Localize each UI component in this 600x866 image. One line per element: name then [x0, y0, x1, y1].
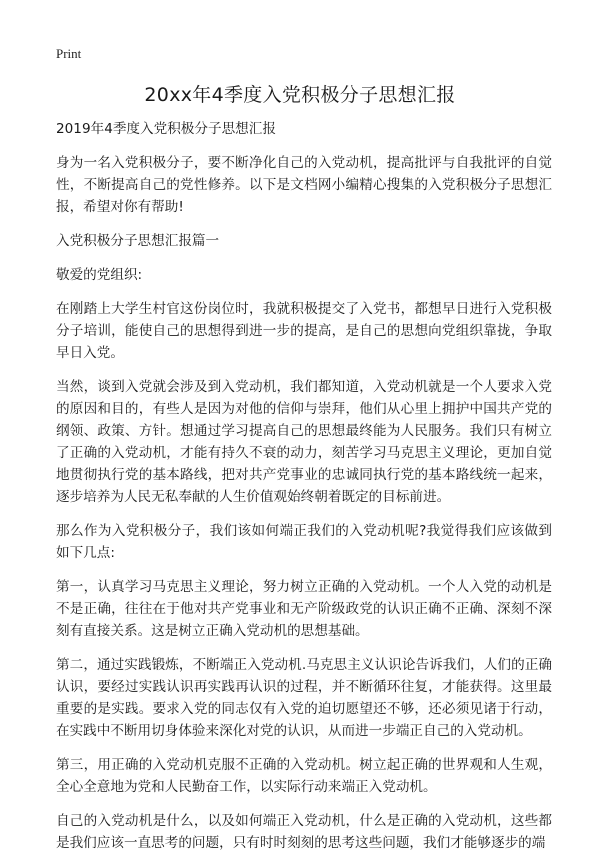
salutation: 敬爱的党组织:	[56, 267, 143, 283]
body-paragraph: 在刚踏上大学生村官这份岗位时，我就积极提交了入党书，都想早日进行入党积极分子培训，能使自己的思想得到进一步的提高，是自己的思想向党组织靠拢，争取早日入党。	[56, 301, 552, 361]
body-paragraph: 自己的入党动机是什么，以及如何端正入党动机，什么是正确的入党动机，这些都是我们应该一直思考的问题，只有时时刻刻的思考这些问题，我们才能够逐步的端	[56, 813, 552, 851]
body-paragraph: 第三，用正确的入党动机克服不正确的入党动机。树立起正确的世界观和人生观，全心全意地为党和人民勤奋工作，以实际行动来端正入党动机。	[56, 757, 552, 795]
section-heading: 入党积极分子思想汇报篇一	[56, 233, 220, 249]
subtitle-paragraph: 2019年4季度入党积极分子思想汇报	[56, 121, 276, 137]
document-title: 20xx年4季度入党积极分子思想汇报	[144, 84, 456, 106]
document-body	[56, 118, 552, 866]
body-paragraph: 当然，谈到入党就会涉及到入党动机，我们都知道，入党动机就是一个人要求入党的原因和目的，有些人是因为对他的信仰与崇拜，他们从心里上拥护中国共产党的纲领、政策、方针。想通过学习提高自己的思想最终能为人民服务。我们只有树立了正确的入党动机，才能有持久不衰的动力，刻苦学习马克思主义理论，更加自觉地贯彻执行党的基本路线，把对共产党事业的忠诚同执行党的基本路线统一起来，逐步培养为人民无私奉献的人生价值观始终朝着既定的目标前进。	[56, 379, 552, 505]
body-paragraph: 那么作为入党积极分子，我们该如何端正我们的入党动机呢?我觉得我们应该做到如下几点:	[56, 523, 552, 561]
intro-paragraph: 身为一名入党积极分子，要不断净化自己的入党动机，提高批评与自我批评的自觉性，不断提高自己的党性修养。以下是文档网小编精心搜集的入党积极分子思想汇报，希望对你有帮助!	[56, 155, 552, 215]
print-label: Print	[56, 46, 82, 61]
body-paragraph: 第二，通过实践锻炼，不断端正入党动机.马克思主义认识论告诉我们，人们的正确认识，要经过实践认识再实践再认识的过程，并不断循环往复，才能获得。这里最重要的是实践。要求入党的同志仅有入党的迫切愿望还不够，还必须见诸于行动，在实践中不断用切身体验来深化对党的认识，从而进一步端正自己的入党动机。	[56, 657, 552, 739]
body-paragraph: 第一，认真学习马克思主义理论，努力树立正确的入党动机。一个人入党的动机是不是正确，往往在于他对共产党事业和无产阶级政党的认识正确不正确、深刻不深刻有直接关系。这是树立正确入党动机的思想基础。	[56, 579, 552, 639]
